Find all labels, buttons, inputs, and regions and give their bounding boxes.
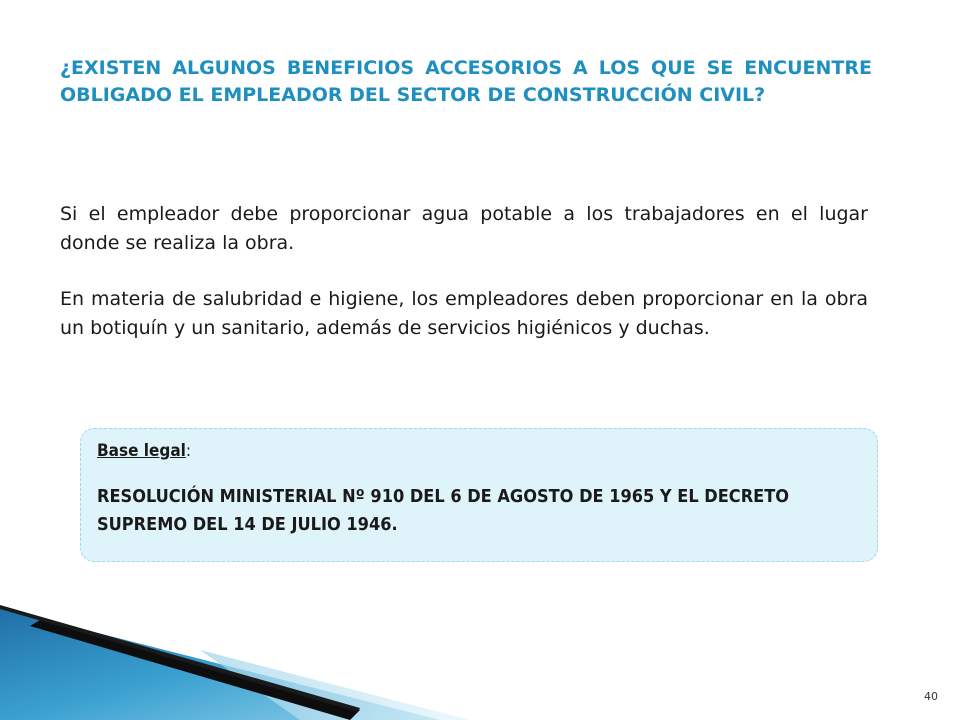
legal-basis-colon: :: [185, 441, 192, 461]
legal-basis-label: Base legal: [97, 441, 186, 461]
decor-blue-wedge: [0, 608, 440, 720]
slide-title: ¿EXISTEN ALGUNOS BENEFICIOS ACCESORIOS A LOS QUE SE ENCUENTRE OBLIGADO EL EMPLEADOR DEL SECTOR DE CONSTRUCCIÓN CIVIL?: [60, 57, 872, 106]
page-number: 40: [924, 690, 938, 703]
decor-black-wedge: [30, 620, 360, 720]
legal-basis-text: RESOLUCIÓN MINISTERIAL Nº 910 DEL 6 DE AGOSTO DE 1965 Y EL DECRETO SUPREMO DEL 14 DE JULIO 1946.: [97, 486, 790, 535]
decor-black-thin-line: [0, 605, 360, 712]
paragraph-drinking-water: Si el empleador debe proporcionar agua potable a los trabajadores en el lugar donde se realiza la obra.: [60, 203, 868, 254]
legal-basis-box: [80, 428, 878, 562]
paragraph-health-hygiene: En materia de salubridad e higiene, los empleadores deben proporcionar en la obra un botiquín y un sanitario, además de servicios higiénicos y duchas.: [60, 288, 868, 339]
legal-basis-heading: [97, 439, 859, 463]
decor-light-wedge: [200, 650, 470, 720]
